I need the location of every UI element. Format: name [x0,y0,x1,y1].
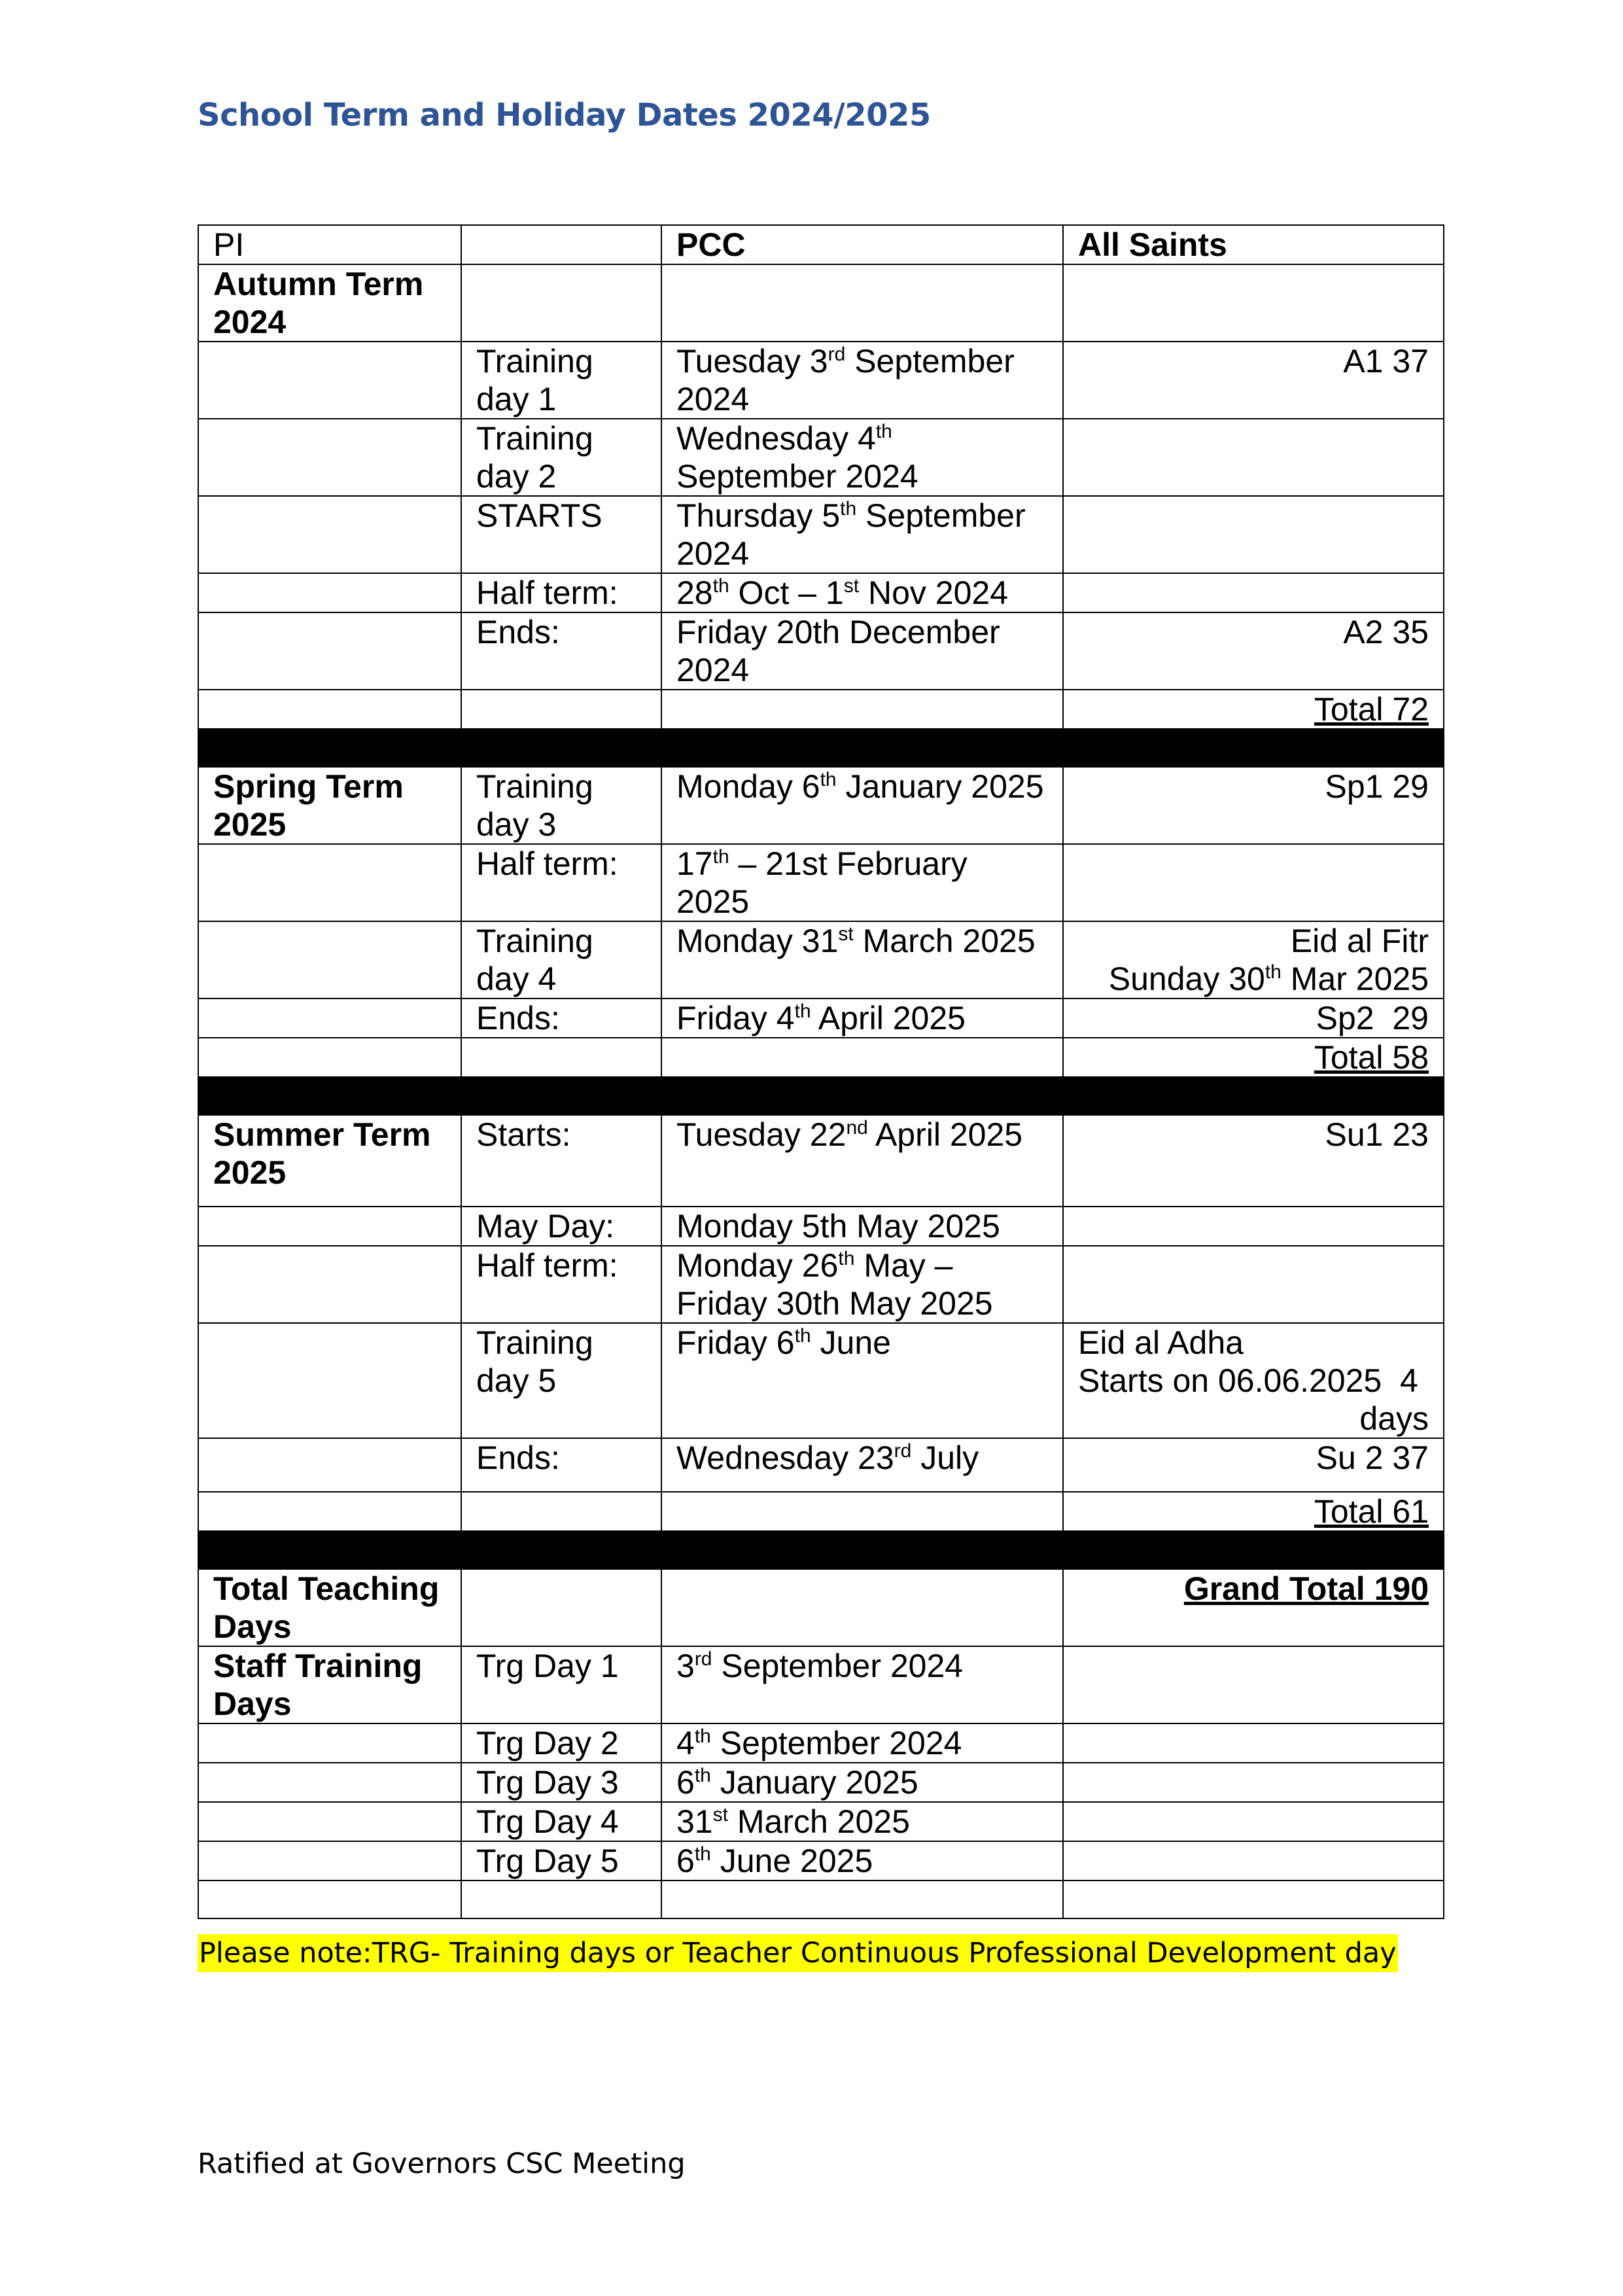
table-row [198,612,1444,690]
term-label-spring: Spring Term 2025 [198,767,461,844]
all-saints-value: A2 35 [1063,612,1444,690]
row-label: Ends: [461,612,661,690]
table-row [198,342,1444,419]
all-saints-value [1063,496,1444,573]
row-label: May Day: [461,1207,661,1246]
table-row [198,1841,1444,1881]
all-saints-value: Sp2 29 [1063,998,1444,1038]
table-row [198,998,1444,1038]
pcc-date: Friday 6th June [661,1323,1063,1438]
table-row [198,1492,1444,1531]
pcc-date: Monday 6th January 2025 [661,767,1063,844]
pcc-date: Friday 20th December 2024 [661,612,1063,690]
table-row [198,573,1444,612]
row-label: Ends: [461,998,661,1038]
table-row [198,419,1444,496]
highlighted-note: Please note:TRG- Training days or Teacher Continuous Professional Development day [198,1934,1398,1972]
row-label: Half term: [461,1246,661,1323]
row-label: STARTS [461,496,661,573]
staff-training-days-label: Staff Training Days [198,1646,461,1723]
pcc-date: Wednesday 4th September 2024 [661,419,1063,496]
row-label: Training day 3 [461,767,661,844]
term-total: Total 72 [1063,690,1444,729]
header-pcc: PCC [661,225,1063,264]
table-row [198,690,1444,729]
table-row [198,1569,1444,1646]
table-row [198,1438,1444,1492]
header-blank [461,225,661,264]
row-label: Trg Day 5 [461,1841,661,1881]
table-row [198,1246,1444,1323]
all-saints-value [1063,1207,1444,1246]
table-row [198,767,1444,844]
all-saints-value [1063,844,1444,921]
training-date: 31st March 2025 [661,1802,1063,1841]
table-row [198,1723,1444,1763]
pcc-date: Monday 5th May 2025 [661,1207,1063,1246]
all-saints-value [1063,573,1444,612]
row-label: Trg Day 2 [461,1723,661,1763]
row-label: Trg Day 4 [461,1802,661,1841]
separator-row [198,1077,1444,1115]
table-row [198,1881,1444,1918]
training-date: 6th June 2025 [661,1841,1063,1881]
table-row [198,1763,1444,1802]
header-pi: PI [198,225,461,264]
row-label: Ends: [461,1438,661,1492]
row-label: Trg Day 1 [461,1646,661,1723]
table-row [198,1115,1444,1207]
all-saints-value: Eid al Fitr Sunday 30th Mar 2025 [1063,921,1444,998]
table-row [198,264,1444,342]
pcc-date: Wednesday 23rd July [661,1438,1063,1492]
separator-row [198,729,1444,767]
pcc-date: 17th – 21st February 2025 [661,844,1063,921]
term-label-summer: Summer Term 2025 [198,1115,461,1207]
table-row [198,1038,1444,1077]
pcc-date: Monday 26th May – Friday 30th May 2025 [661,1246,1063,1323]
header-all-saints: All Saints [1063,225,1444,264]
pcc-date: Monday 31st March 2025 [661,921,1063,998]
table-row [198,1207,1444,1246]
row-label: Half term: [461,844,661,921]
term-label-autumn: Autumn Term 2024 [198,264,461,342]
row-label: Training day 5 [461,1323,661,1438]
table-row [198,496,1444,573]
all-saints-value [1063,1246,1444,1323]
total-teaching-days-label: Total Teaching Days [198,1569,461,1646]
table-row [198,1323,1444,1438]
footer-text: Ratified at Governors CSC Meeting [198,2147,686,2180]
grand-total: Grand Total 190 [1063,1569,1444,1646]
row-label: Half term: [461,573,661,612]
all-saints-value: Eid al Adha Starts on 06.06.2025 4 days [1063,1323,1444,1438]
row-label: Starts: [461,1115,661,1207]
all-saints-value: Su1 23 [1063,1115,1444,1207]
row-label: Training day 1 [461,342,661,419]
all-saints-value: A1 37 [1063,342,1444,419]
all-saints-value: Su 2 37 [1063,1438,1444,1492]
all-saints-value [1063,419,1444,496]
pcc-date: Friday 4th April 2025 [661,998,1063,1038]
training-date: 4th September 2024 [661,1723,1063,1763]
table-row [198,1646,1444,1723]
table-row [198,844,1444,921]
header-row [198,225,1444,264]
pcc-date: Tuesday 3rd September 2024 [661,342,1063,419]
term-total: Total 58 [1063,1038,1444,1077]
pcc-date: 28th Oct – 1st Nov 2024 [661,573,1063,612]
table-row [198,1802,1444,1841]
training-date: 3rd September 2024 [661,1646,1063,1723]
pcc-date: Tuesday 22nd April 2025 [661,1115,1063,1207]
all-saints-value: Sp1 29 [1063,767,1444,844]
row-label: Training day 4 [461,921,661,998]
pcc-date: Thursday 5th September 2024 [661,496,1063,573]
row-label: Training day 2 [461,419,661,496]
table-row [198,921,1444,998]
term-dates-table [198,224,1444,1919]
separator-row [198,1531,1444,1569]
row-label: Trg Day 3 [461,1763,661,1802]
term-total: Total 61 [1063,1492,1444,1531]
training-date: 6th January 2025 [661,1763,1063,1802]
page-title: School Term and Holiday Dates 2024/2025 [198,97,931,133]
